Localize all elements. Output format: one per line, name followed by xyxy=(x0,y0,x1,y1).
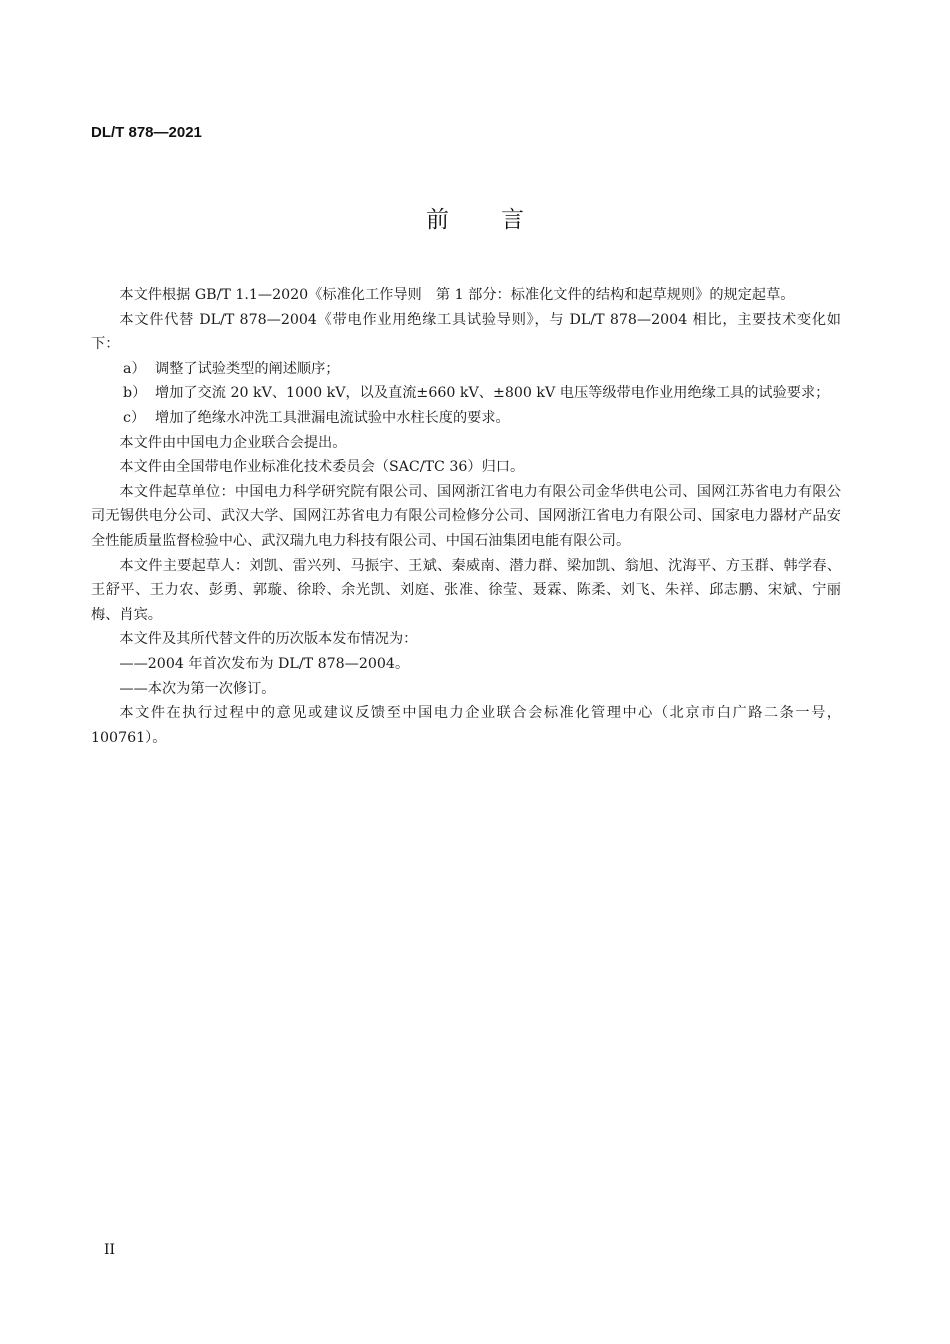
version-history-item: ——2004 年首次发布为 DL/T 878—2004。 xyxy=(119,655,410,672)
page-number: II xyxy=(104,1242,116,1258)
list-item-text: 调整了试验类型的阐述顺序； xyxy=(155,360,340,377)
document-code: DL/T 878—2021 xyxy=(91,124,202,141)
paragraph-drafters: 本文件主要起草人：刘凯、雷兴列、马振宇、王斌、秦威南、潜力群、梁加凯、翁旭、沈海平、方玉群、韩学春、王舒平、王力农、彭勇、郭璇、徐聆、余光凯、刘庭、张准、徐莹、聂霖、陈柔、刘飞、朱祥、邱志鹏、宋斌、宁丽梅、肖宾。 xyxy=(91,557,841,623)
list-item-text: 增加了绝缘水冲洗工具泄漏电流试验中水柱长度的要求。 xyxy=(155,409,510,426)
paragraph-drafting-units: 本文件起草单位：中国电力科学研究院有限公司、国网浙江省电力有限公司金华供电公司、国网江苏省电力有限公司无锡供电分公司、武汉大学、国网江苏省电力有限公司检修分公司、国网浙江省电力有限公司、国家电力器材产品安全性能质量监督检验中心、武汉瑞九电力科技有限公司、中国石油集团电能有限公司。 xyxy=(91,483,841,549)
paragraph-drafting-basis: 本文件根据 GB/T 1.1—2020《标准化工作导则 第 1 部分：标准化文件的结构和起草规则》的规定起草。 xyxy=(119,287,795,303)
paragraph-centralized: 本文件由全国带电作业标准化技术委员会（SAC/TC 36）归口。 xyxy=(119,459,525,476)
paragraph-feedback: 本文件在执行过程中的意见或建议反馈至中国电力企业联合会标准化管理中心（北京市白广路二条一号，100761）。 xyxy=(91,705,841,746)
foreword-body xyxy=(91,283,841,750)
list-item xyxy=(91,406,841,431)
version-history-item: ——本次为第一次修订。 xyxy=(119,680,276,697)
list-marker: b） xyxy=(123,385,147,402)
section-title: 前言 xyxy=(426,207,576,233)
paragraph-replacement: 本文件代替 DL/T 878—2004《带电作业用绝缘工具试验导则》，与 DL/T 878—2004 相比，主要技术变化如下： xyxy=(91,311,841,353)
list-marker: a） xyxy=(123,360,146,377)
list-item xyxy=(91,381,841,406)
list-item-text: 增加了交流 20 kV、1000 kV，以及直流±660 kV、±800 kV 电压等级带电作业用绝缘工具的试验要求； xyxy=(155,385,830,402)
paragraph-version-history: 本文件及其所代替文件的历次版本发布情况为： xyxy=(119,631,418,648)
paragraph-proposer: 本文件由中国电力企业联合会提出。 xyxy=(119,434,347,451)
list-item xyxy=(91,357,841,382)
list-marker: c） xyxy=(123,409,146,426)
